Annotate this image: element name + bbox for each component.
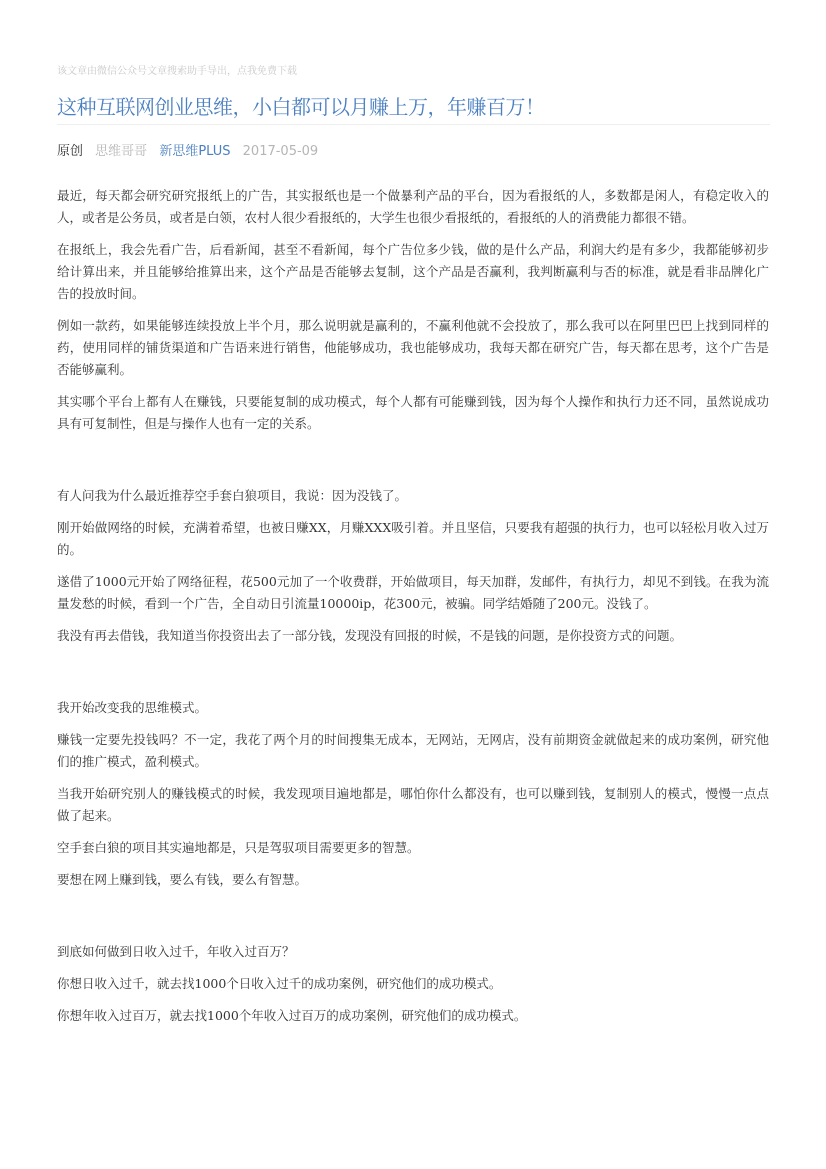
paragraph: 到底如何做到日收入过千，年收入过百万？ xyxy=(57,944,295,959)
paragraph: 赚钱一定要先投钱吗？不一定，我花了两个月的时间搜集无成本，无网站，无网店，没有前期资金就做起来的成功案例，研究他们的推广模式，盈利模式。 xyxy=(57,732,769,769)
export-note-link[interactable]: 该文章由微信公众号文章搜索助手导出，点我免费下载 xyxy=(57,66,297,77)
paragraph: 刚开始做网络的时候，充满着希望，也被日赚XX，月赚XXX吸引着。并且坚信，只要我有超强的执行力，也可以轻松月收入过万的。 xyxy=(57,520,769,557)
article-body xyxy=(57,185,769,1037)
article-meta xyxy=(57,140,326,159)
account-link[interactable]: 新思维PLUS xyxy=(159,144,231,159)
paragraph: 当我开始研究别人的赚钱模式的时候，我发现项目遍地都是，哪怕你什么都没有，也可以赚到钱，复制别人的模式，慢慢一点点做了起来。 xyxy=(57,786,769,823)
paragraph: 你想年收入过百万，就去找1000个年收入过百万的成功案例，研究他们的成功模式。 xyxy=(57,1008,527,1023)
paragraph: 空手套白狼的项目其实遍地都是，只是驾驭项目需要更多的智慧。 xyxy=(57,840,420,855)
paragraph: 其实哪个平台上都有人在赚钱，只要能复制的成功模式，每个人都有可能赚到钱，因为每个人操作和执行力还不同，虽然说成功具有可复制性，但是与操作人也有一定的关系。 xyxy=(57,394,769,431)
original-label: 原创 xyxy=(57,144,84,159)
section-gap xyxy=(57,445,769,485)
publish-date: 2017-05-09 xyxy=(242,144,319,159)
paragraph: 例如一款药，如果能够连续投放上半个月，那么说明就是赢利的，不赢利他就不会投放了，那么我可以在阿里巴巴上找到同样的药，使用同样的铺货渠道和广告语来进行销售，他能够成功，我也能够成功，我每天都在研究广告，每天都在思考，这个广告是否能够赢利。 xyxy=(57,318,769,377)
paragraph: 遂借了1000元开始了网络征程，花500元加了一个收费群，开始做项目，每天加群，发邮件，有执行力，却见不到钱。在我为流量发愁的时候，看到一个广告，全自动日引流量10000ip，花300元，被骗。同学结婚随了200元。没钱了。 xyxy=(57,574,769,611)
author-name[interactable]: 思维哥哥 xyxy=(95,144,148,159)
paragraph: 你想日收入过千，就去找1000个日收入过千的成功案例，研究他们的成功模式。 xyxy=(57,976,502,991)
paragraph: 我开始改变我的思维模式。 xyxy=(57,700,208,715)
paragraph: 要想在网上赚到钱，要么有钱，要么有智慧。 xyxy=(57,872,308,887)
section-gap xyxy=(57,657,769,697)
paragraph: 最近，每天都会研究研究报纸上的广告，其实报纸也是一个做暴利产品的平台，因为看报纸的人，多数都是闲人，有稳定收入的人，或者是公务员，或者是白领，农村人很少看报纸的，大学生也很少看报纸的，看报纸的人的消费能力都很不错。 xyxy=(57,188,769,225)
section-gap xyxy=(57,901,769,941)
paragraph: 我没有再去借钱，我知道当你投资出去了一部分钱，发现没有回报的时候，不是钱的问题，是你投资方式的问题。 xyxy=(57,628,683,643)
paragraph: 有人问我为什么最近推荐空手套白狼项目，我说：因为没钱了。 xyxy=(57,488,408,503)
article-title: 这种互联网创业思维，小白都可以月赚上万，年赚百万！ xyxy=(57,95,545,119)
title-divider xyxy=(57,124,770,125)
paragraph: 在报纸上，我会先看广告，后看新闻，甚至不看新闻，每个广告位多少钱，做的是什么产品，利润大约是有多少，我都能够初步给计算出来，并且能够给推算出来，这个产品是否能够去复制，这个产品是否赢利，我判断赢利与否的标准，就是看非品牌化广告的投放时间。 xyxy=(57,242,769,301)
